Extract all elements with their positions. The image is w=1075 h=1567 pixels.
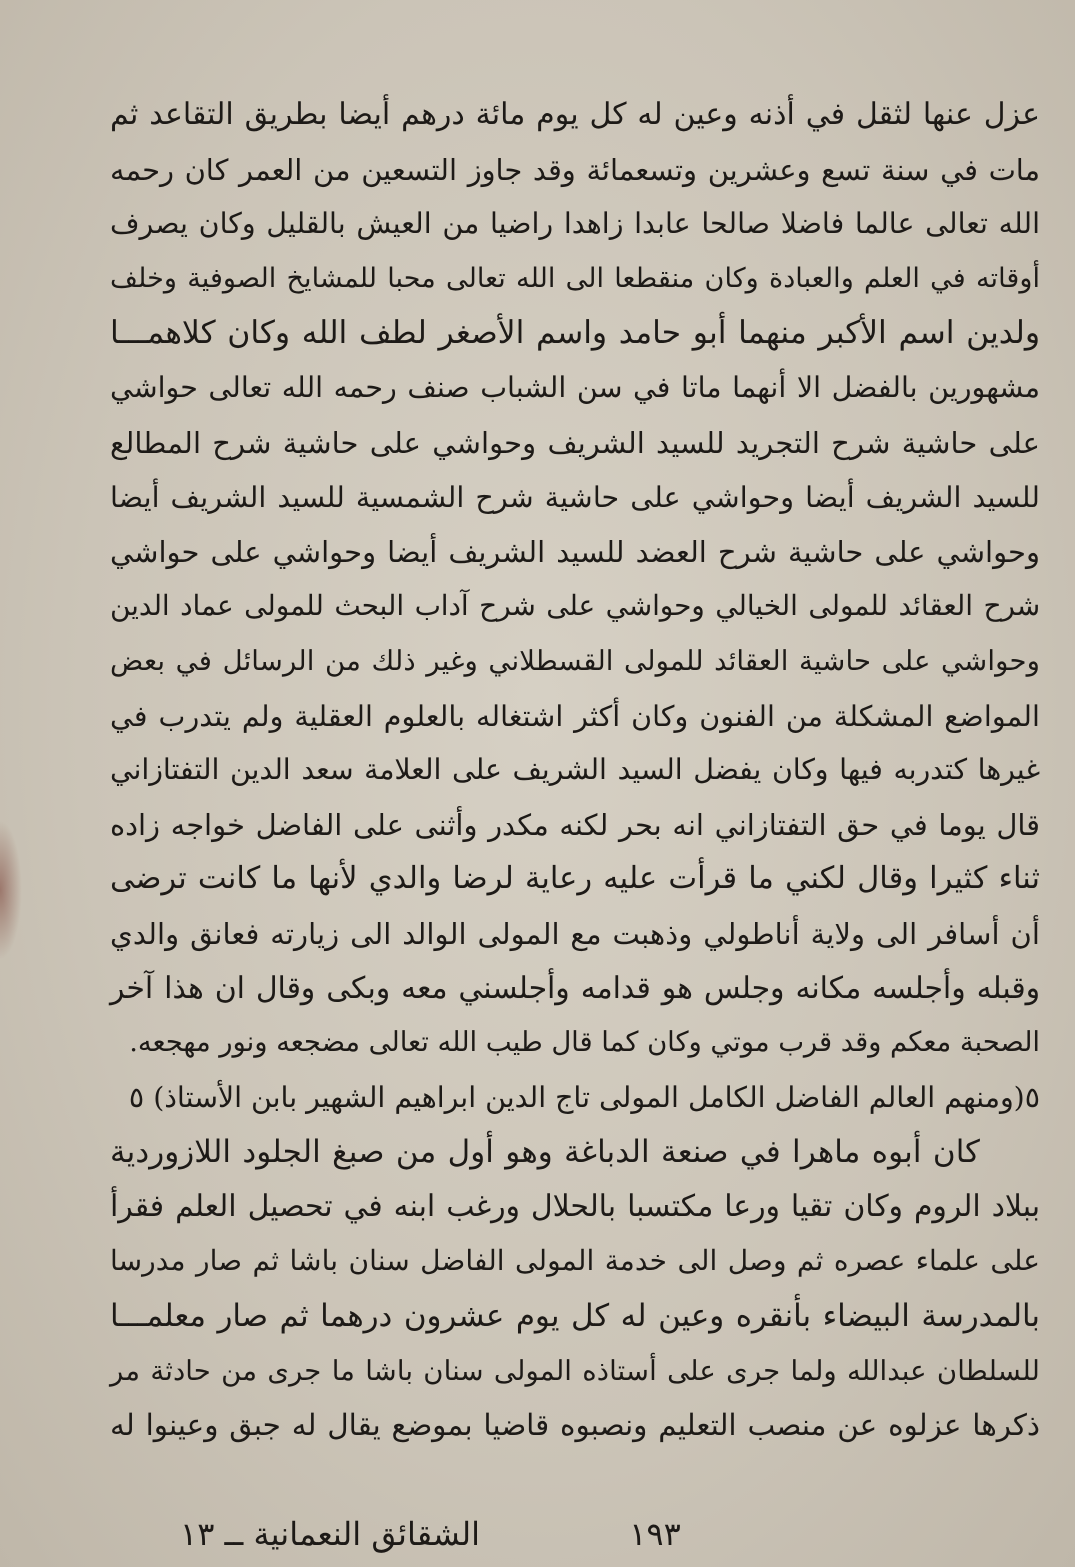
text-line: كان أبوه ماهرا في صنعة الدباغة وهو أول من صبغ الجلود اللازوردية bbox=[110, 1134, 980, 1171]
page-edge-shadow bbox=[0, 820, 22, 960]
text-line: أن أسافر الى ولاية أناطولي وذهبت مع المولى الوالد الى زيارته فعانق والدي bbox=[110, 916, 1040, 951]
section-heading: ٥(ومنهم العالم الفاضل الكامل المولى تاج الدين ابراهيم الشهير بابن الأستاذ) ٥ bbox=[128, 1080, 1040, 1114]
text-line: بالمدرسة البيضاء بأنقره وعين له كل يوم عشرون درهما ثم صار معلمـــا bbox=[110, 1298, 1040, 1335]
text-line: للسيد الشريف أيضا وحواشي على حاشية شرح الشمسية للسيد الشريف أيضا bbox=[110, 480, 1040, 515]
text-line: ولدين اسم الأكبر منهما أبو حامد واسم الأصغر لطف الله وكان كلاهمـــا bbox=[110, 315, 1040, 352]
text-line: ببلاد الروم وكان تقيا ورعا مكتسبا بالحلال ورغب ابنه في تحصيل العلم فقرأ bbox=[110, 1188, 1040, 1224]
page-number: ١٩٣ bbox=[629, 1515, 681, 1553]
text-line: وحواشي على حاشية العقائد للمولى القسطلاني وغير ذلك من الرسائل في بعض bbox=[110, 643, 1040, 677]
text-line: على علماء عصره ثم وصل الى خدمة المولى الفاضل سنان باشا ثم صار مدرسا bbox=[110, 1244, 1040, 1278]
book-signature: الشقائق النعمانية ــ ١٣ bbox=[180, 1515, 481, 1553]
text-line: ثناء كثيرا وقال لكني ما قرأت عليه رعاية لرضا والدي لأنها ما كانت ترضى bbox=[110, 861, 1040, 897]
text-line: مات في سنة تسع وعشرين وتسعمائة وقد جاوز التسعين من العمر كان رحمه bbox=[110, 152, 1040, 187]
text-line: غيرها كتدربه فيها وكان يفضل السيد الشريف على العلامة سعد الدين التفتازاني bbox=[110, 753, 1040, 787]
text-line: للسلطان عبدالله ولما جرى على أستاذه المولى سنان باشا ما جرى من حادثة مر bbox=[110, 1353, 1040, 1387]
text-line: مشهورين بالفضل الا أنهما ماتا في سن الشباب صنف رحمه الله تعالى حواشي bbox=[110, 370, 1040, 404]
body-text bbox=[110, 88, 1040, 1453]
text-line: قال يوما في حق التفتازاني انه بحر لكنه مكدر وأثنى على الفاضل خواجه زاده bbox=[110, 807, 1041, 842]
text-line: على حاشية شرح التجريد للسيد الشريف وحواشي على حاشية شرح المطالع bbox=[110, 425, 1040, 460]
text-line: عزل عنها لثقل في أذنه وعين له كل يوم مائة درهم أيضا بطريق التقاعد ثم bbox=[110, 97, 1040, 132]
text-line: المواضع المشكلة من الفنون وكان أكثر اشتغاله بالعلوم العقلية ولم يتدرب في bbox=[110, 698, 1040, 733]
text-line: وحواشي على حاشية شرح العضد للسيد الشريف أيضا وحواشي على حواشي bbox=[110, 534, 1040, 569]
text-line: الله تعالى عالما فاضلا صالحا عابدا زاهدا راضيا من العيش بالقليل وكان يصرف bbox=[110, 207, 1040, 241]
text-line: وقبله وأجلسه مكانه وجلس هو قدامه وأجلسني معه وبكى وقال ان هذا آخر bbox=[110, 970, 1040, 1006]
text-line: أوقاته في العلم والعبادة وكان منقطعا الى الله تعالى محبا للمشايخ الصوفية وخلف bbox=[110, 262, 1040, 294]
text-line: ذكرها عزلوه عن منصب التعليم ونصبوه قاضيا بموضع يقال له جبق وعينوا له bbox=[110, 1408, 1040, 1443]
page-footer bbox=[110, 1515, 1040, 1565]
text-line: الصحبة معكم وقد قرب موتي وكان كما قال طيب الله تعالى مضجعه ونور مهجعه. bbox=[129, 1027, 1040, 1059]
text-line: شرح العقائد للمولى الخيالي وحواشي على شرح آداب البحث للمولى عماد الدين bbox=[110, 589, 1040, 623]
